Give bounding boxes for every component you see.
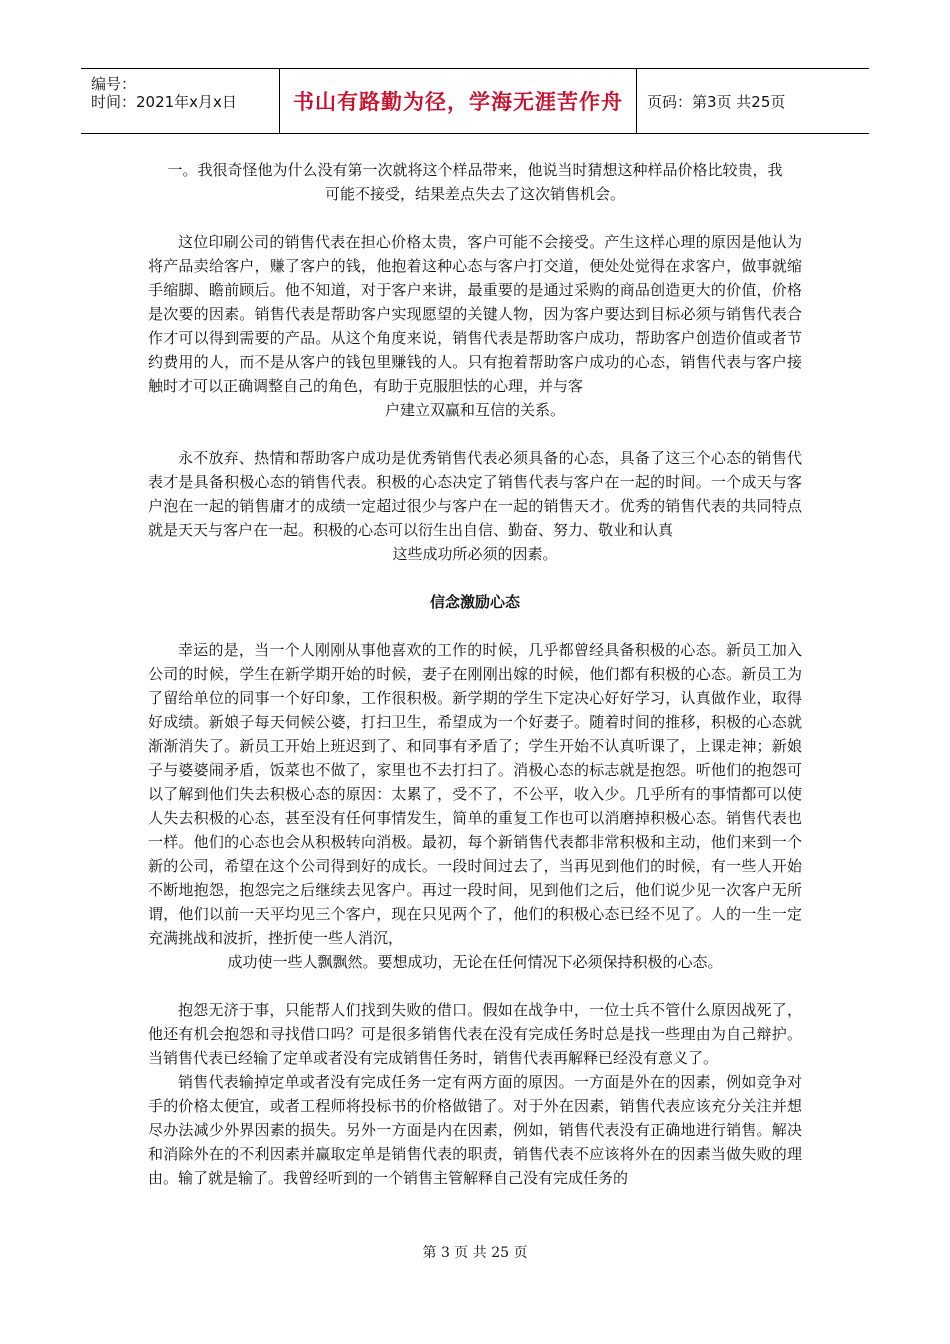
section-heading: 信念激励心态 bbox=[429, 593, 520, 611]
header-table bbox=[81, 68, 869, 134]
paragraph-3-tail: 这些成功所必须的因素。 bbox=[392, 545, 558, 563]
time-label: 时间：2021年x月x日 bbox=[91, 93, 237, 111]
header-page-label: 页码：第3页 共25页 bbox=[647, 92, 786, 111]
paragraph-6: 销售代表输掉定单或者没有完成任务一定有两方面的原因。一方面是外在的因素，例如竞争对手的价格太便宜，或者工程师将投标书的价格做错了。对于外在因素，销售代表应该充分关注并想尽办法减少外界因素的损失。另外一方面是内在因素，例如，销售代表没有正确地进行销售。解决和消除外在的不利因素并赢取定单是销售代表的职责，销售代表不应该将外在的因素当做失败的理由。输了就是输了。我曾经听到的一个销售主管解释自己没有完成任务的 bbox=[148, 1073, 802, 1187]
paragraph-2: 这位印刷公司的销售代表在担心价格太贵，客户可能不会接受。产生这样心理的原因是他认为将产品卖给客户，赚了客户的钱，他抱着这种心态与客户打交道，便处处觉得在求客户，做事就缩手缩脚、瞻前顾后。他不知道，对于客户来讲，最重要的是通过采购的商品创造更大的价值，价格是次要的因素。销售代表是帮助客户实现愿望的关键人物，因为客户要达到目标必须与销售代表合作才可以得到需要的产品。从这个角度来说，销售代表是帮助客户成功，帮助客户创造价值或者节约费用的人，而不是从客户的钱包里赚钱的人。只有抱着帮助客户成功的心态，销售代表与客户接触时才可以正确调整自己的角色，有助于克服胆怯的心理，并与客 bbox=[148, 233, 802, 395]
paragraph-5: 抱怨无济于事，只能帮人们找到失败的借口。假如在战争中，一位士兵不管什么原因战死了，他还有机会抱怨和寻找借口吗？可是很多销售代表在没有完成任务时总是找一些理由为自己辩护。当销售代表已经输了定单或者没有完成销售任务时，销售代表再解释已经没有意义了。 bbox=[148, 1001, 802, 1067]
page-footer: 第 3 页 共 25 页 bbox=[422, 1245, 528, 1261]
document-body bbox=[148, 158, 802, 1190]
paragraph-1: 一。我很奇怪他为什么没有第一次就将这个样品带来，他说当时猜想这种样品价格比较贵，我 bbox=[167, 161, 783, 179]
paragraph-1-tail: 可能不接受，结果差点失去了这次销售机会。 bbox=[324, 185, 625, 203]
paragraph-2-tail: 户建立双赢和互信的关系。 bbox=[384, 401, 565, 419]
number-label: 编号： bbox=[91, 75, 137, 93]
paragraph-3: 永不放弃、热情和帮助客户成功是优秀销售代表必须具备的心态，具备了这三个心态的销售代表才是具备积极心态的销售代表。积极的心态决定了销售代表与客户在一起的时间。一个成天与客户泡在一起的销售庸才的成绩一定超过很少与客户在一起的销售天才。优秀的销售代表的共同特点就是天天与客户在一起。积极的心态可以衍生出自信、勤奋、努力、敬业和认真 bbox=[148, 449, 802, 539]
paragraph-4-tail: 成功使一些人飘飘然。要想成功，无论在任何情况下必须保持积极的心态。 bbox=[227, 953, 723, 971]
header-motto: 书山有路勤为径，学海无涯苦作舟 bbox=[279, 69, 637, 133]
paragraph-4: 幸运的是，当一个人刚刚从事他喜欢的工作的时候，几乎都曾经具备积极的心态。新员工加入公司的时候，学生在新学期开始的时候，妻子在刚刚出嫁的时候，他们都有积极的心态。新员工为了留给单位的同事一个好印象，工作很积极。新学期的学生下定决心好好学习，认真做作业，取得好成绩。新娘子每天伺候公婆，打扫卫生，希望成为一个好妻子。随着时间的推移，积极的心态就渐渐消失了。新员工开始上班迟到了、和同事有矛盾了；学生开始不认真听课了，上课走神；新娘子与婆婆闹矛盾，饭菜也不做了，家里也不去打扫了。消极心态的标志就是抱怨。听他们的抱怨可以了解到他们失去积极心态的原因：太累了，受不了，不公平，收入少。几乎所有的事情都可以使人失去积极的心态，甚至没有任何事情发生，简单的重复工作也可以消磨掉积极心态。销售代表也一样。他们的心态也会从积极转向消极。最初，每个新销售代表都非常积极和主动，他们来到一个新的公司，希望在这个公司得到好的成长。一段时间过去了，当再见到他们的时候，有一些人开始不断地抱怨，抱怨完之后继续去见客户。再过一段时间，见到他们之后，他们说少见一次客户无所谓，他们以前一天平均见三个客户，现在只见两个了，他们的积极心态已经不见了。人的一生一定充满挑战和波折，挫折使一些人消沉， bbox=[148, 641, 802, 947]
header-meta bbox=[81, 69, 279, 133]
